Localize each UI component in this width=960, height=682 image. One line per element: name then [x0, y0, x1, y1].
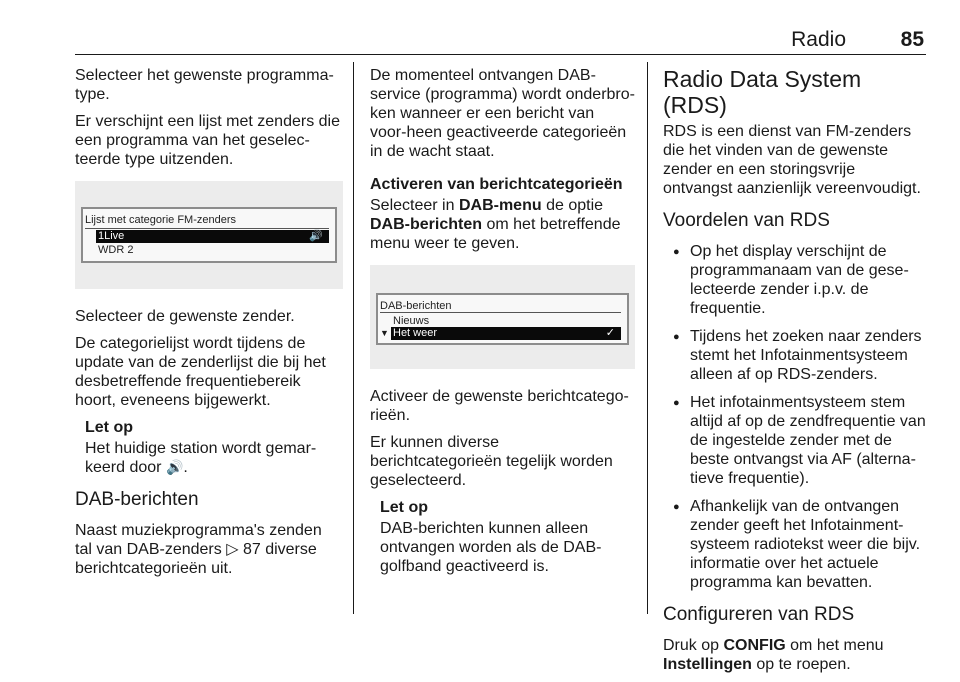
header-rule: [75, 54, 926, 55]
paragraph: Druk op CONFIG om het menu Instellingen op te roepen.: [663, 637, 884, 673]
screen-divider: [380, 312, 621, 313]
subheading: Configureren van RDS: [663, 604, 855, 625]
note: [75, 418, 343, 477]
section-heading: Radio Data System (RDS): [663, 66, 862, 118]
note-text: DAB-berichten kunnen alleen ontvangen worden als de DAB-golfband geactiveerd is.: [380, 520, 602, 575]
paragraph: Activeer de gewenste berichtcatego-rieën.: [370, 388, 629, 424]
column-3: [663, 66, 928, 682]
page-number: 85: [900, 28, 924, 51]
item-prefix: 1: [98, 230, 105, 242]
subheading: Activeren van berichtcategorieën: [370, 176, 623, 193]
screen-title: Lijst met categorie FM-zenders: [85, 214, 236, 226]
paragraph: Er kunnen diverse berichtcategorieën tegelijk worden geselecteerd.: [370, 434, 613, 489]
display-screen: [81, 207, 337, 263]
highlighted-list-item: [96, 230, 329, 243]
paragraph: De categorielijst wordt tijdens de update van de zenderlijst die bij het desbetreffende frequentiebereik hoort, eveneens bijgewerkt.: [75, 335, 326, 409]
column-2: [370, 66, 635, 584]
column-1: [75, 66, 343, 586]
page-ref-icon: ▷: [226, 541, 239, 558]
note-title: Let op: [380, 499, 428, 516]
note: [370, 498, 635, 576]
column-divider-2: [647, 62, 648, 614]
screenshot-dab-messages: [370, 265, 635, 369]
screen-divider: [85, 228, 329, 229]
item-label: Het weer: [393, 327, 438, 339]
paragraph: Naast muziekprogramma's zenden tal van DAB-zenders ▷ 87 diverse berichtcategorieën uit.: [75, 522, 322, 577]
subheading: Voordelen van RDS: [663, 210, 830, 231]
highlighted-list-item: [391, 327, 621, 340]
list-item: Nieuws: [393, 315, 430, 327]
list-item: ● Het infotainmentsysteem stem altijd af op de zendfrequentie van de ingestelde zender met de beste ontvangst via AF (alterna-tieve frequentie).: [663, 393, 928, 488]
section-title: Radio: [791, 28, 846, 51]
list-item: ● Tijdens het zoeken naar zenders stemt het Infotainmentsysteem alleen af op RDS-zenders.: [663, 327, 928, 384]
speaker-icon: 🔊: [165, 459, 184, 475]
note-title: Let op: [85, 419, 133, 436]
list-item: ● Op het display verschijnt de programmanaam van de gese-lecteerde zender i.p.v. de frequentie.: [663, 242, 928, 318]
list-item: ● Afhankelijk van de ontvangen zender geeft het Infotainment-systeem radiotekst weer die bijv. informatie over het actuele programma kan bevatten.: [663, 497, 928, 592]
list-item: WDR 2: [98, 244, 134, 256]
screen-title: DAB-berichten: [380, 300, 452, 312]
screenshot-fm-category-list: [75, 181, 343, 289]
paragraph: Selecteer in DAB-menu de optie DAB-berichten om het betreffende menu weer te geven.: [370, 197, 621, 252]
paragraph: De momenteel ontvangen DAB-service (programma) wordt onderbro-ken wanneer er een bericht van voor-heen geactiveerde categorieën in de wacht staat.: [370, 67, 635, 160]
paragraph: RDS is een dienst van FM-zenders die het vinden van de gewenste zender en een storingsvrije ontvangst aanzienlijk vereenvoudigt.: [663, 123, 921, 197]
bullet-list: [663, 242, 928, 592]
paragraph: Er verschijnt een lijst met zenders die een programma van het geselec-teerde type uitzenden.: [75, 113, 340, 168]
page-header: [75, 28, 926, 52]
checkmark-icon: ✓: [605, 327, 615, 339]
paragraph: Selecteer het gewenste programma-type.: [75, 67, 334, 103]
display-screen: [376, 293, 629, 345]
paragraph: Selecteer de gewenste zender.: [75, 308, 295, 325]
item-label: Live: [104, 230, 125, 242]
arrow-down-icon: ▼: [380, 328, 389, 338]
page-ref: 87: [242, 541, 261, 558]
section-heading: DAB-berichten: [75, 489, 199, 510]
column-divider-1: [353, 62, 354, 614]
speaker-icon: 🔊: [309, 230, 323, 242]
note-text: Het huidige station wordt gemar-keerd door 🔊.: [85, 440, 317, 476]
